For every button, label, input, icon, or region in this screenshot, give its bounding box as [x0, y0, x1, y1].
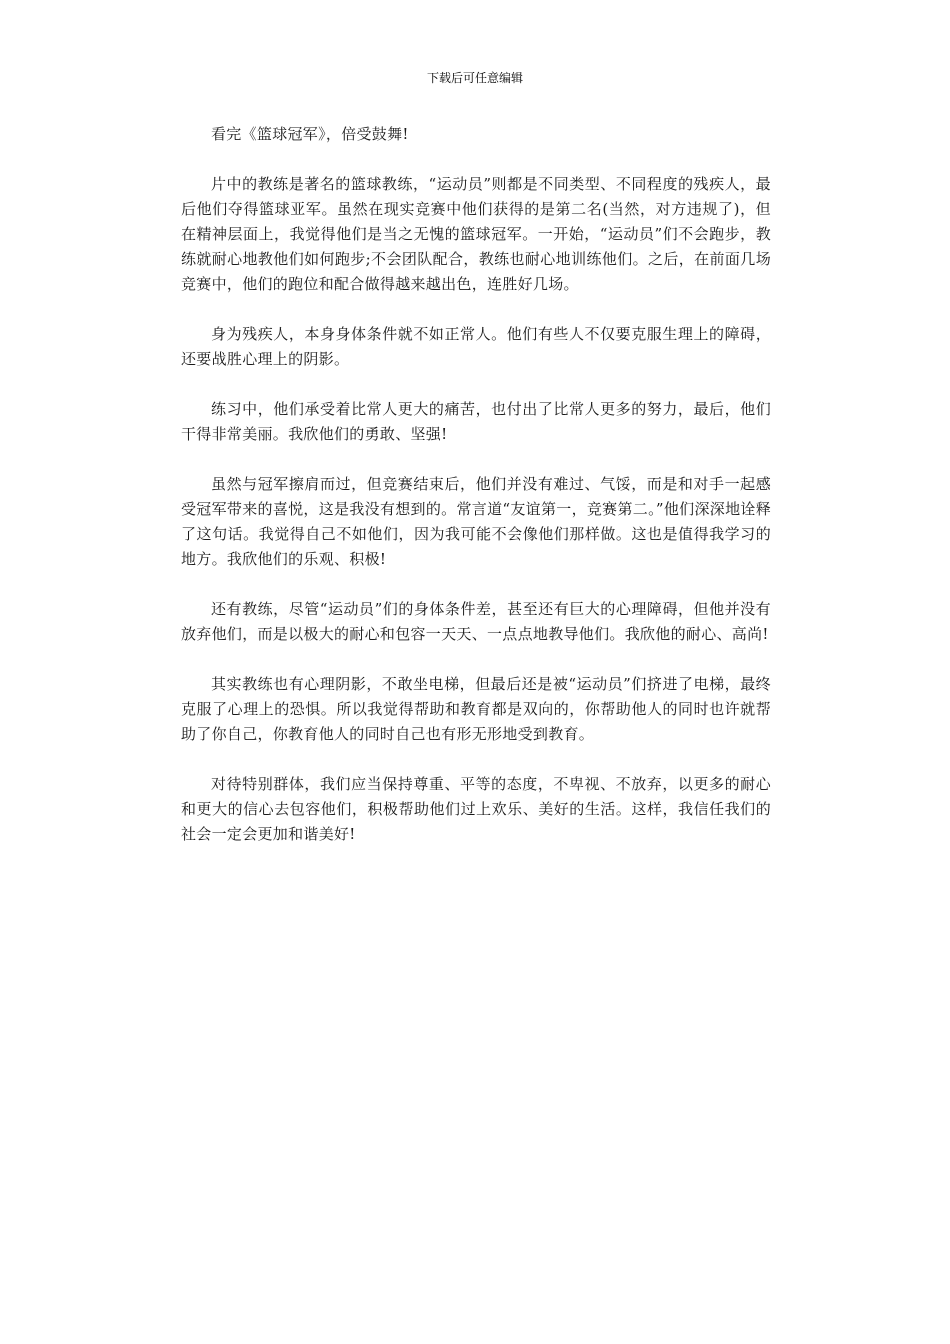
paragraph-1: 看完《篮球冠军》，倍受鼓舞! — [211, 125, 409, 143]
paragraph-4: 练习中，他们承受着比常人更大的痛苦，也付出了比常人更多的努力，最后，他们干得非常美丽。我欣他们的勇敢、坚强! — [181, 400, 771, 443]
paragraph-5: 虽然与冠军擦肩而过，但竞赛结束后，他们并没有难过、气馁，而是和对手一起感受冠军带来的喜悦，这是我没有想到的。常言道“友谊第一，竞赛第二。”他们深深地诠释了这句话。我觉得自己不如他们，因为我可能不会像他们那样做。这也是值得我学习的地方。我欣他们的乐观、积极! — [181, 475, 771, 568]
paragraph-6: 还有教练，尽管“运动员”们的身体条件差，甚至还有巨大的心理障碍，但他并没有放弃他们，而是以极大的耐心和包容一天天、一点点地教导他们。我欣他的耐心、高尚! — [181, 600, 771, 643]
essay-body — [181, 122, 771, 872]
paragraph-3: 身为残疾人，本身身体条件就不如正常人。他们有些人不仅要克服生理上的障碍，还要战胜心理上的阴影。 — [181, 325, 771, 368]
header-note: 下载后可任意编辑 — [426, 71, 523, 85]
paragraph-2: 片中的教练是著名的篮球教练，“运动员”则都是不同类型、不同程度的残疾人，最后他们夺得篮球亚军。虽然在现实竞赛中他们获得的是第二名(当然，对方违规了)，但在精神层面上，我觉得他们是当之无愧的篮球冠军。一开始，“运动员”们不会跑步，教练就耐心地教他们如何跑步;不会团队配合，教练也耐心地训练他们。之后，在前面几场竞赛中，他们的跑位和配合做得越来越出色，连胜好几场。 — [181, 175, 771, 293]
paragraph-8: 对待特别群体，我们应当保持尊重、平等的态度，不卑视、不放弃，以更多的耐心和更大的信心去包容他们，积极帮助他们过上欢乐、美好的生活。这样，我信任我们的社会一定会更加和谐美好! — [181, 775, 771, 843]
paragraph-7: 其实教练也有心理阴影，不敢坐电梯，但最后还是被“运动员”们挤进了电梯，最终克服了心理上的恐惧。所以我觉得帮助和教育都是双向的，你帮助他人的同时也许就帮助了你自己，你教育他人的同时自己也有形无形地受到教育。 — [181, 675, 771, 743]
